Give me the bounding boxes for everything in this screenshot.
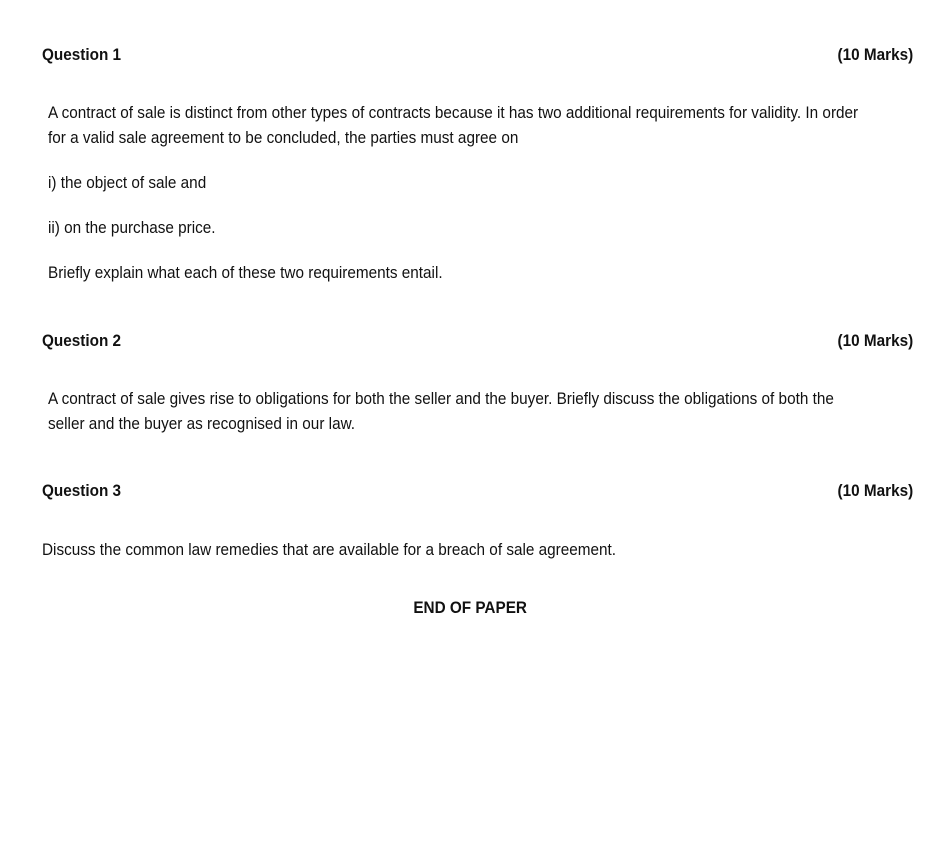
question-1-title: Question 1 <box>42 45 122 64</box>
question-2-title: Question 2 <box>42 331 122 350</box>
end-of-paper <box>0 597 941 619</box>
question-1-header <box>42 44 914 66</box>
question-2-header <box>42 330 914 352</box>
question-3-title: Question 3 <box>42 481 122 500</box>
question-2-text-line-1: A contract of sale gives rise to obligations for both the seller and the buyer. Briefly discuss the obligations of both the <box>48 389 834 408</box>
question-1-item-ii: ii) on the purchase price. <box>48 218 216 237</box>
question-1-item-i: i) the object of sale and <box>48 173 207 192</box>
question-2-text-line-2: seller and the buyer as recognised in our law. <box>48 414 356 433</box>
question-1-marks: (10 Marks) <box>837 45 914 64</box>
question-1-text-line-2: for a valid sale agreement to be concluded, the parties must agree on <box>48 128 519 147</box>
question-1-instruction: Briefly explain what each of these two requirements entail. <box>48 263 443 282</box>
end-of-paper-text: END OF PAPER <box>413 598 528 617</box>
question-3-marks: (10 Marks) <box>837 481 914 500</box>
question-2-marks: (10 Marks) <box>837 331 914 350</box>
question-3-header <box>42 480 914 502</box>
question-3-text: Discuss the common law remedies that are available for a breach of sale agreement. <box>42 540 617 559</box>
question-1-text-line-1: A contract of sale is distinct from other types of contracts because it has two additional requirements for validity. In order <box>48 103 859 122</box>
